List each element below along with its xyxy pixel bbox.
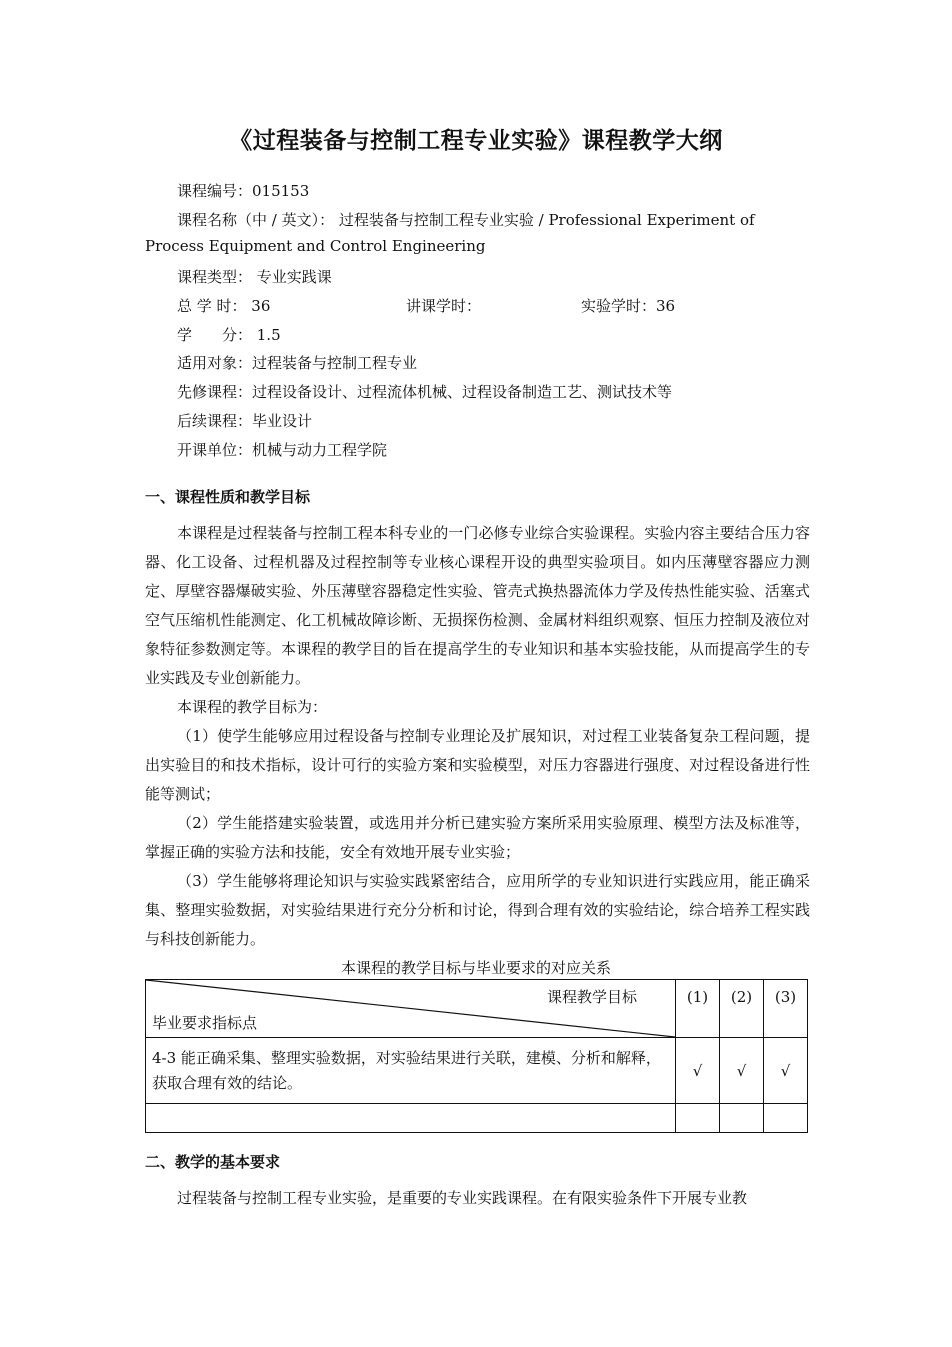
table-header-row [146, 980, 808, 1038]
check-mark-2: √ [720, 1038, 764, 1104]
document-title: 《过程装备与控制工程专业实验》课程教学大纲 [229, 128, 723, 154]
course-name-line2: Process Equipment and Control Engineering [145, 237, 486, 255]
objectives-table [145, 979, 808, 1133]
objective-1: （1）使学生能够应用过程设备与控制专业理论及扩展知识，对过程工业装备复杂工程问题，提出实验目的和技术指标，设计可行的实验方案和实验模型，对压力容器进行强度、对过程设备进行性能等测试； [145, 727, 810, 803]
requirement-cell: 4-3 能正确采集、整理实验数据，对实验结果进行关联，建模、分析和解释，获取合理有效的结论。 [146, 1038, 676, 1104]
check-mark-1: √ [676, 1038, 720, 1104]
col-header-1: (1) [676, 980, 720, 1038]
section1-body [145, 519, 810, 954]
course-type: 课程类型： 专业实践课 [177, 268, 332, 286]
lecture-hours: 讲课学时： [406, 297, 482, 315]
credits: 学 分： 1.5 [177, 326, 281, 344]
col-header-2: (2) [720, 980, 764, 1038]
check-mark-3: √ [764, 1038, 808, 1104]
section2-paragraph-1: 过程装备与控制工程专业实验，是重要的专业实践课程。在有限实验条件下开展专业教 [177, 1189, 748, 1207]
section1-paragraph-1: 本课程是过程装备与控制工程本科专业的一门必修专业综合实验课程。实验内容主要结合压力容器、化工设备、过程机器及过程控制等专业核心课程开设的典型实验项目。如内压薄壁容器应力测定、厚壁容器爆破实验、外压薄壁容器稳定性实验、管壳式换热器流体力学及传热性能实验、活塞式空气压缩机性能测定、化工机械故障诊断、无损探伤检测、金属材料组织观察、恒压力控制及液位对象特征参数测定等。本课程的教学目的旨在提高学生的专业知识和基本实验技能，从而提高学生的专业实践及专业创新能力。 [145, 524, 810, 687]
table-caption: 本课程的教学目标与毕业要求的对应关系 [340, 959, 611, 977]
diagonal-header-cell [146, 980, 676, 1038]
follow-up-courses: 后续课程：毕业设计 [177, 412, 313, 430]
header-course-objectives: 课程教学目标 [546, 988, 637, 1006]
section2-heading: 二、教学的基本要求 [145, 1153, 281, 1171]
table-row-empty [146, 1104, 808, 1133]
objective-2: （2）学生能搭建实验装置，或选用并分析已建实验方案所采用实验原理、模型方法及标准等，掌握正确的实验方法和技能，安全有效地开展专业实验； [145, 814, 810, 861]
col-header-3: (3) [764, 980, 808, 1038]
section1-paragraph-2: 本课程的教学目标为： [177, 698, 328, 716]
empty-cell [146, 1104, 676, 1133]
total-hours: 总 学 时： 36 [177, 297, 271, 315]
target-audience: 适用对象：过程装备与控制工程专业 [177, 354, 418, 372]
course-name-line1: 课程名称（中 / 英文）： 过程装备与控制工程专业实验 / Professional Experiment of [177, 211, 755, 229]
section2-body [145, 1184, 810, 1213]
table-row [146, 1038, 808, 1104]
prerequisites: 先修课程：过程设备设计、过程流体机械、过程设备制造工艺、测试技术等 [177, 383, 673, 401]
section1-heading: 一、课程性质和教学目标 [145, 488, 311, 506]
header-graduation-requirements: 毕业要求指标点 [152, 1014, 258, 1032]
offering-department: 开课单位：机械与动力工程学院 [177, 441, 388, 459]
empty-cell [720, 1104, 764, 1133]
course-code: 课程编号：015153 [177, 182, 310, 200]
lab-hours: 实验学时：36 [581, 297, 676, 315]
empty-cell [676, 1104, 720, 1133]
objective-3: （3）学生能够将理论知识与实验实践紧密结合，应用所学的专业知识进行实践应用，能正确采集、整理实验数据，对实验结果进行充分分析和讨论，得到合理有效的实验结论，综合培养工程实践与科技创新能力。 [145, 872, 810, 948]
empty-cell [764, 1104, 808, 1133]
